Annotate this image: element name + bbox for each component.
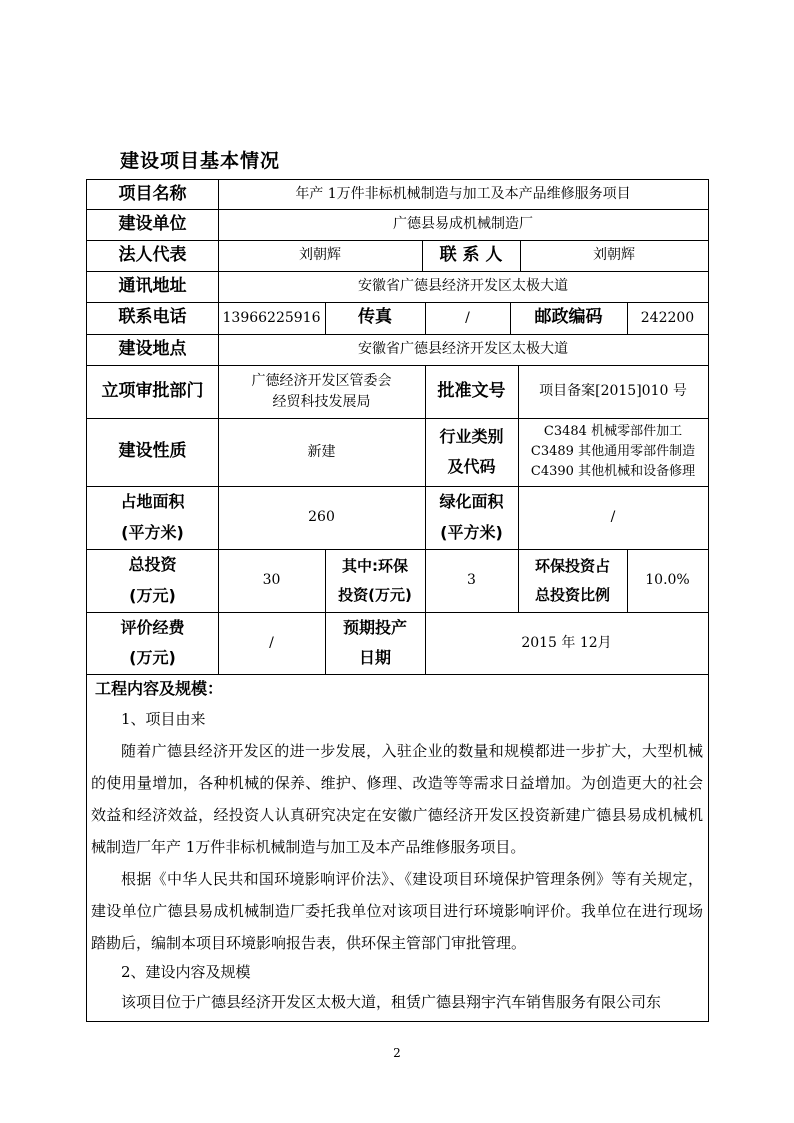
- project-name-value: 年产 1万件非标机械制造与加工及本产品维修服务项目: [295, 186, 631, 203]
- env-investment-label-line2: 投资(万元): [338, 585, 412, 604]
- zip-label: 邮政编码: [534, 307, 603, 328]
- fax-value: /: [465, 309, 470, 326]
- area-label-line2: (平方米): [121, 522, 184, 542]
- production-date-label-line2: 日期: [358, 648, 391, 667]
- env-ratio-value: 10.0%: [645, 572, 690, 589]
- fee-label-line2: (万元): [129, 648, 176, 667]
- green-area-label-line1: 绿化面积: [439, 492, 504, 512]
- row-divider: [87, 674, 708, 675]
- env-ratio-label: [518, 549, 627, 612]
- fax-label: 传真: [358, 307, 392, 328]
- industry-code: C3484 机械零部件加工: [543, 423, 683, 439]
- green-area-label: [425, 486, 518, 549]
- page-number: 2: [393, 1046, 401, 1060]
- green-area-label-line2: (平方米): [440, 522, 503, 542]
- approval-doc-value: 项目备案[2015]010 号: [539, 383, 687, 400]
- approval-dept-label: 立项审批部门: [101, 380, 204, 401]
- env-investment-value: 3: [467, 572, 476, 589]
- env-investment-label: [325, 549, 425, 612]
- contact-label: 联 系 人: [439, 244, 503, 265]
- env-investment-label-line1: 其中:环保: [342, 557, 408, 575]
- investment-value: 30: [262, 572, 281, 589]
- area-value: 260: [308, 509, 335, 526]
- address-value: 安徽省广德县经济开发区太极大道: [358, 278, 568, 295]
- address-label: 通讯地址: [118, 275, 187, 296]
- approval-dept-line2: 经贸科技发展局: [272, 393, 371, 410]
- site-value: 安徽省广德县经济开发区太极大道: [358, 341, 568, 358]
- production-date-value: 2015 年 12月: [521, 634, 612, 651]
- investment-label: [87, 549, 218, 612]
- area-label: [87, 486, 218, 549]
- production-date-label-line1: 预期投产: [342, 617, 407, 637]
- env-ratio-label-line2: 总投资比例: [534, 585, 610, 604]
- project-name-label: 项目名称: [118, 183, 187, 204]
- page-heading: 建设项目基本情况: [120, 150, 281, 172]
- env-ratio-label-line1: 环保投资占: [534, 557, 610, 575]
- fee-label-line1: 评价经费: [120, 617, 185, 637]
- subsection-2-title: 2、建设内容及规模: [121, 963, 251, 981]
- nature-value: 新建: [307, 443, 336, 460]
- investment-label-line2: (万元): [129, 585, 176, 605]
- paragraph-3: 该项目位于广德县经济开发区太极大道，租赁广德县翔宇汽车销售服务有限公司东: [121, 993, 662, 1011]
- industry-label-line1: 行业类别: [439, 426, 504, 446]
- industry-label-line2: 及代码: [447, 457, 496, 476]
- subsection-1-title: 1、项目由来: [121, 710, 206, 728]
- green-area-value: /: [610, 509, 616, 526]
- phone-value: 13966225916: [222, 309, 321, 326]
- project-info-table: [86, 179, 709, 1022]
- industry-code: C3489 其他通用零部件制造: [530, 443, 696, 459]
- production-date-label: [325, 612, 425, 674]
- approval-doc-label: 批准文号: [437, 380, 506, 401]
- nature-label: 建设性质: [118, 441, 187, 462]
- paragraph-1: 随着广德县经济开发区的进一步发展，入驻企业的数量和规模都进一步扩大，大型机械的使用量增加，各种机械的保养、维护、修理、改造等等需求日益增加。为创造更大的社会效益和经济效益，经投资人认真研究决定在安徽广德经济开发区投资新建广德县易成机械机械制造厂年产 1万件非标机械制造与加工及本产品维修服务项目。: [91, 742, 703, 856]
- contact-value: 刘朝辉: [593, 247, 635, 264]
- section-title: 工程内容及规模：: [95, 679, 224, 698]
- fee-value: /: [269, 634, 274, 651]
- unit-value: 广德县易成机械制造厂: [393, 216, 533, 233]
- phone-label: 联系电话: [118, 307, 187, 328]
- paragraph-2: 根据《中华人民共和国环境影响评价法》、《建设项目环境保护管理条例》等有关规定，建设单位广德县易成机械制造厂委托我单位对该项目进行环境影响评价。我单位在进行现场踏勘后，编制本项目环境影响报告表，供环保主管部门审批管理。: [91, 870, 703, 952]
- site-label: 建设地点: [118, 338, 187, 359]
- industry-code: C4390 其他机械和设备修理: [530, 464, 696, 480]
- zip-value: 242200: [640, 309, 695, 326]
- investment-label-line1: 总投资: [128, 555, 177, 575]
- area-label-line1: 占地面积: [120, 492, 185, 512]
- industry-value: [518, 418, 708, 486]
- legal-rep-label: 法人代表: [118, 244, 187, 265]
- fee-label: [87, 612, 218, 674]
- legal-rep-value: 刘朝辉: [299, 247, 341, 264]
- unit-label: 建设单位: [118, 213, 187, 234]
- industry-label: [425, 418, 518, 486]
- approval-dept-line1: 广德经济开发区管委会: [251, 373, 392, 390]
- approval-dept-value: [218, 365, 425, 418]
